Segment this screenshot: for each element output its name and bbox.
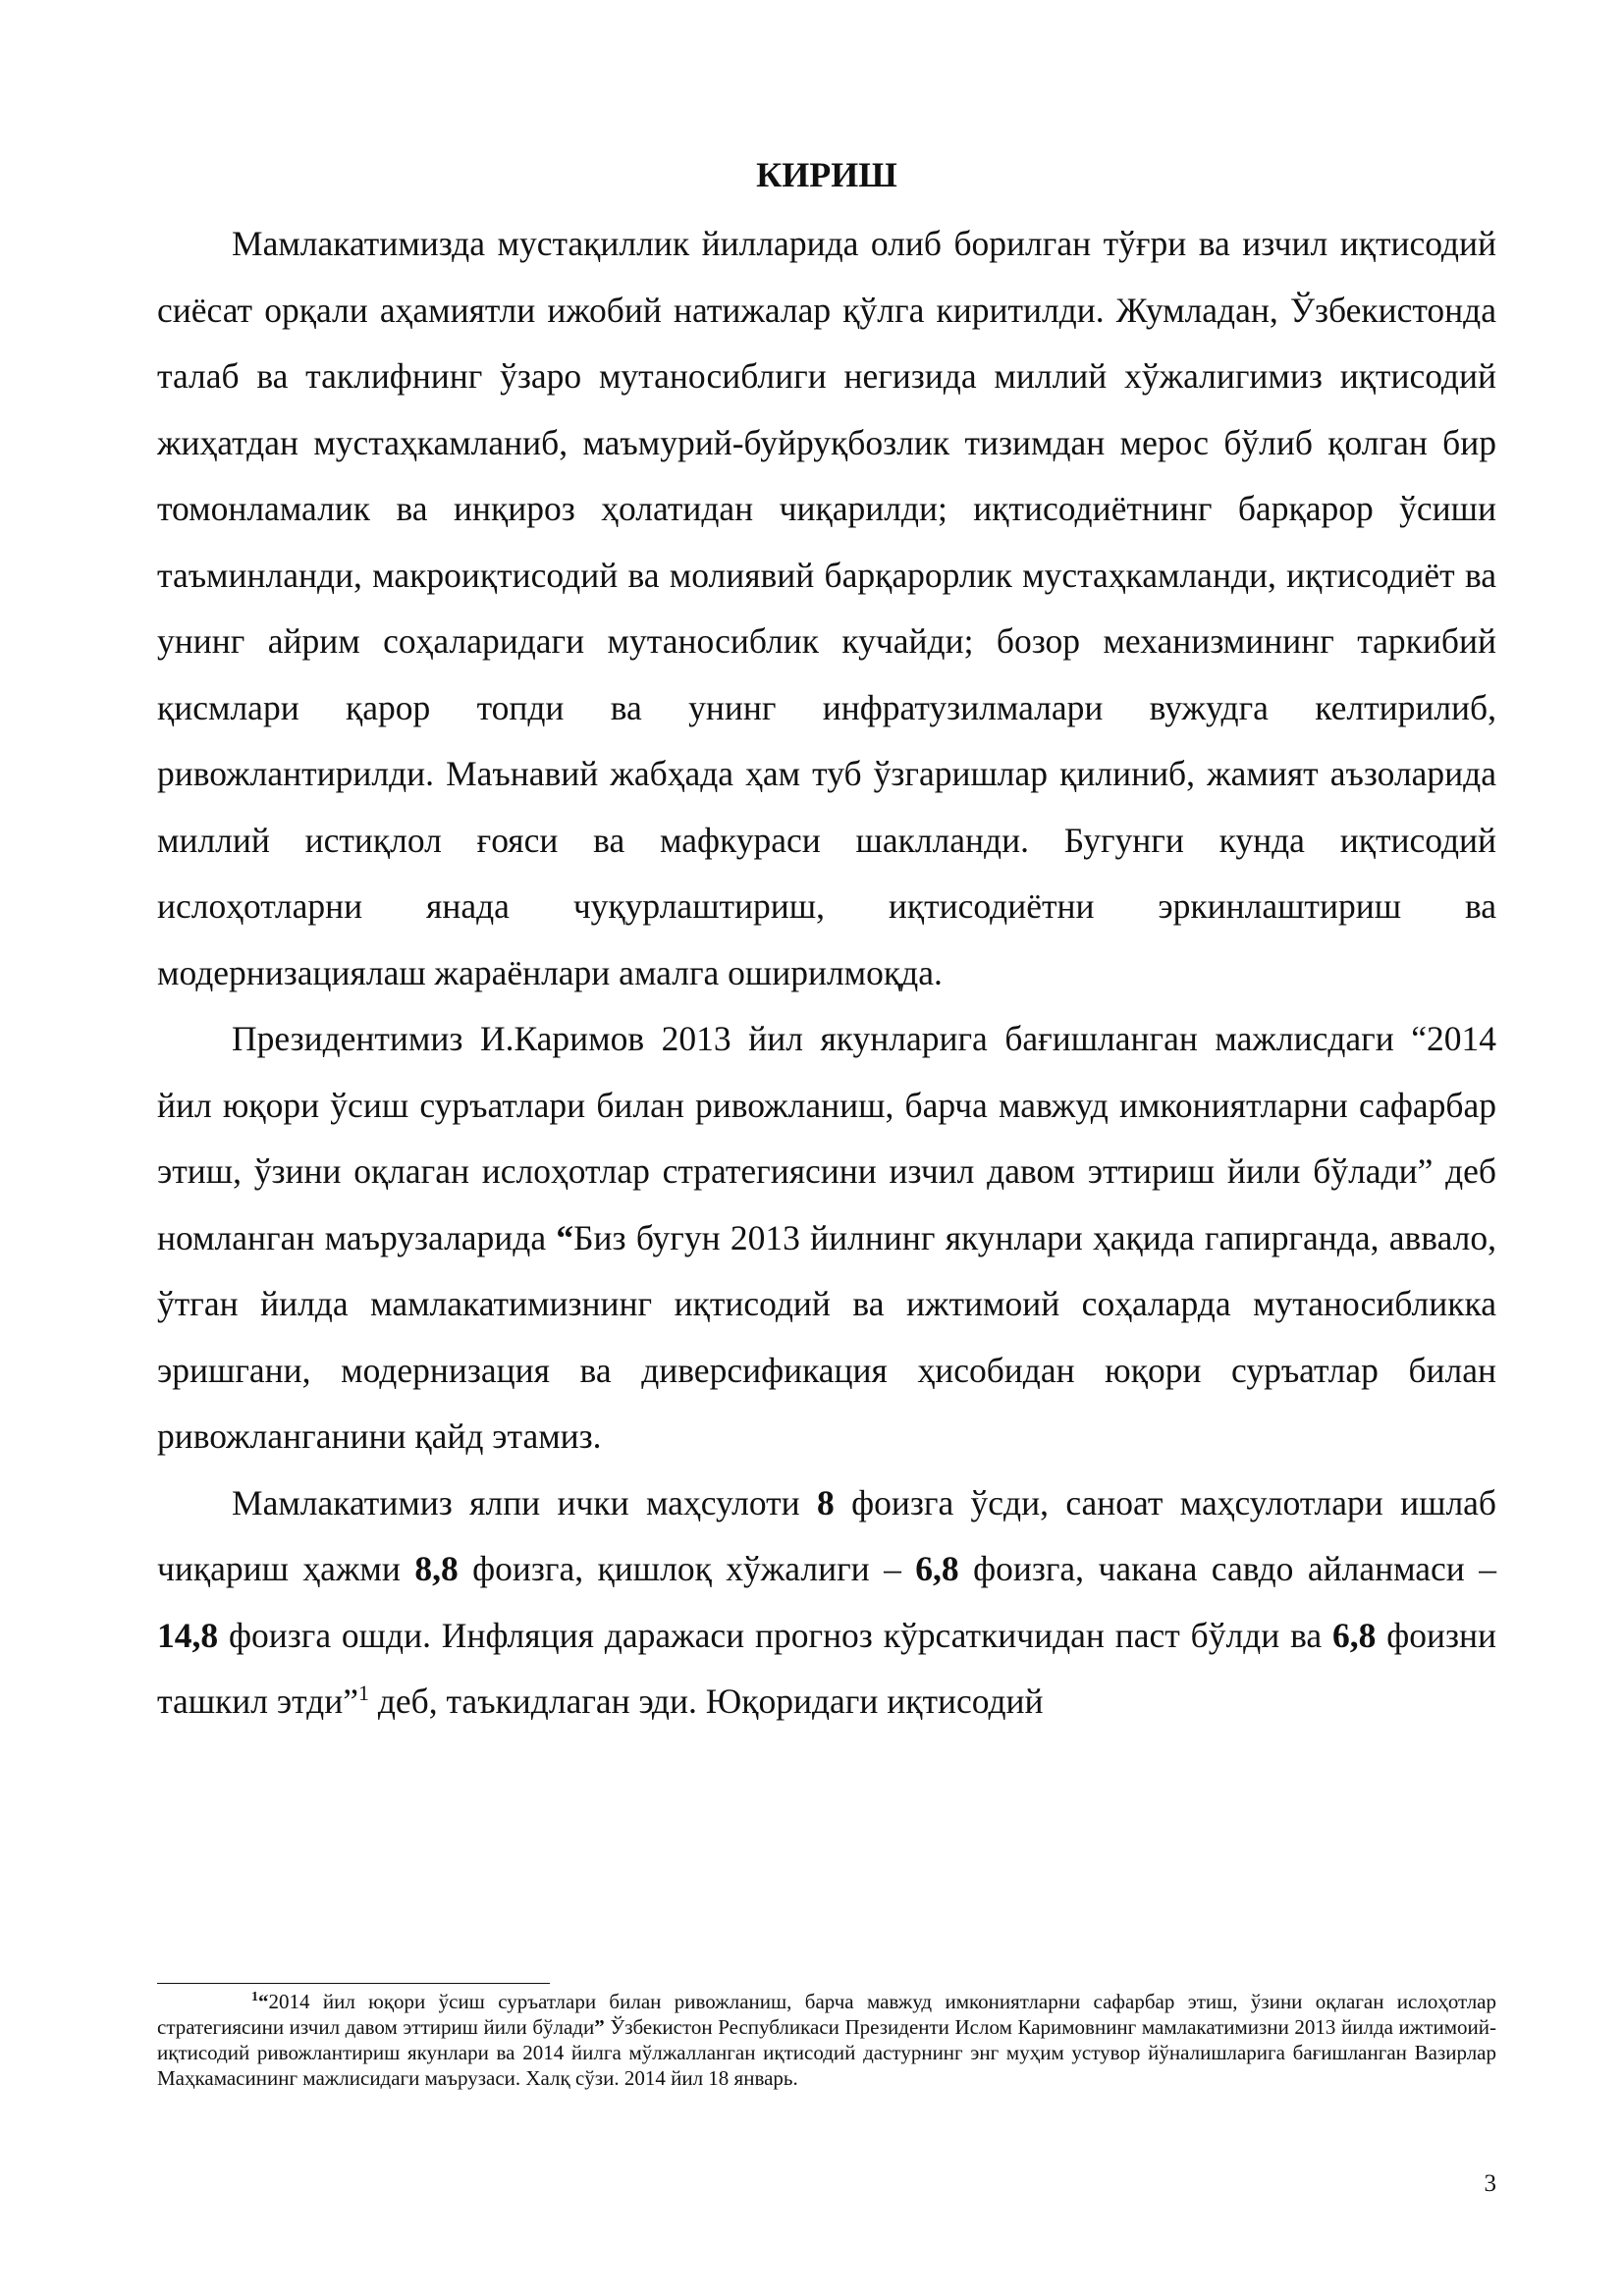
footnote-reference[interactable]: 1: [357, 1681, 369, 1706]
paragraph-3-text: деб, таъкидлаган эди. Юқоридаги иқтисодий: [368, 1682, 1044, 1721]
footnote-title: 2014 йил юқори ўсиш суръатлари билан ривожланиш, барча мавжуд имкониятларни сафарбар этиш, ўзини оқлаган ислоҳотлар стратегиясини изчил давом эттириш йили бўлади: [157, 1990, 1496, 2039]
retail-growth-value: 14,8: [157, 1615, 219, 1655]
gdp-growth-value: 8: [817, 1482, 835, 1522]
quote-text: Биз бугун 2013 йилнинг якунлари ҳақида гапирганда, аввало, ўтган йилда мамлакатимизнинг иқтисодий ва ижтимоий соҳаларда мутаносибликка эришгани, модернизация ва диверсификация ҳисобидан юқори суръатлар билан ривожланганини қайд этамиз.: [157, 1217, 1496, 1456]
footnote-divider: [157, 1983, 550, 1984]
paragraph-1: Мамлакатимизда мустақиллик йилларида олиб борилган тўғри ва изчил иқтисодий сиёсат орқали аҳамиятли ижобий натижалар қўлга киритилди. Жумладан, Ўзбекистонда талаб ва таклифнинг ўзаро мутаносиблиги негизида миллий хўжалигимиз иқтисодий жиҳатдан мустаҳкамланиб, маъмурий-буйруқбозлик тизимдан мерос бўлиб қолган бир томонламалик ва инқироз ҳолатидан чиқарилди; иқтисодиётнинг барқарор ўсиши таъминланди, макроиқтисодий ва молиявий барқарорлик мустаҳкамланди, иқтисодиёт ва унинг айрим соҳаларидаги мутаносиблик кучайди; бозор механизмининг таркибий қисмлари қарор топди ва унинг инфратузилмалари вужудга келтирилиб, ривожлантирилди. Маънавий жабҳада ҳам туб ўзгаришлар қилиниб, жамият аъзоларида миллий истиқлол ғояси ва мафкураси шаклланди. Бугунги кунда иқтисодий ислоҳотларни янада чуқурлаштириш, иқтисодиётни эркинлаштириш ва модернизациялаш жараёнлари амалга оширилмоқда.: [157, 224, 1496, 992]
footnote-source: Ўзбекистон Республикаси Президенти Ислом Каримовнинг мамлакатимизни 2013 йилда ижтимоий-иқтисодий ривожлантириш якунлари ва 2014 йилга мўлжалланган иқтисодий дастурнинг энг муҳим устувор йўналишларига бағишланган Вазирлар Маҳкамасининг мажлисидаги маърузаси. Халқ сўзи. 2014 йил 18 январь.: [157, 2015, 1496, 2090]
paragraph-2-text: Президентимиз И.Каримов 2013 йил якунларига бағишланган мажлисдаги “2014 йил юқори ўсиш суръатлари билан ривожланиш, барча мавжуд имкониятларни сафарбар этиш, ўзини оқлаган ислоҳотлар стратегиясини изчил давом эттириш йили бўлади” деб номланган маърузаларида: [157, 1019, 1496, 1257]
paragraph-3-text: фоизга, қишлоқ хўжалиги –: [458, 1549, 916, 1588]
quote-open-mark: “: [556, 1217, 574, 1257]
body-text: [157, 211, 1496, 1735]
paragraph-3: [157, 1470, 1496, 1735]
footnote-marker: 1: [251, 1990, 258, 2004]
inflation-value: 6,8: [1331, 1615, 1377, 1655]
footnote-quote-open: “: [258, 1990, 269, 2013]
paragraph-2: [157, 1006, 1496, 1470]
paragraph-3-text: фоизни ташкил этди”: [157, 1615, 1496, 1721]
footnote: [157, 1989, 1496, 2091]
footnote-quote-close: ”: [594, 2015, 605, 2039]
paragraph-3-text: фоизга, чакана савдо айланмаси –: [958, 1549, 1496, 1588]
paragraph-3-text: фоизга ошди. Инфляция даражаси прогноз кўрсаткичидан паст бўлди ва: [218, 1615, 1332, 1655]
page-number: 3: [1484, 2170, 1496, 2197]
paragraph-3-text: Мамлакатимиз ялпи ички маҳсулоти: [232, 1482, 818, 1522]
page-title: КИРИШ: [756, 155, 897, 194]
paragraph-3-text: фоизга ўсди, саноат маҳсулотлари ишлаб чиқариш ҳажми: [157, 1482, 1496, 1588]
industry-growth-value: 8,8: [414, 1549, 459, 1588]
agriculture-growth-value: 6,8: [915, 1549, 959, 1588]
